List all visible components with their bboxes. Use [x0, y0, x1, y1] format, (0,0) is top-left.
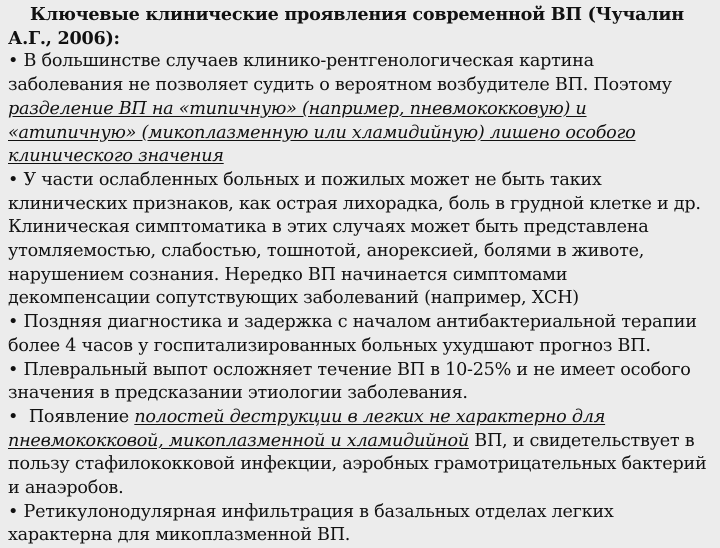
- bullet: •: [8, 169, 19, 190]
- slide-title: [8, 3, 714, 50]
- paragraph-6: [8, 501, 714, 548]
- bullet: •: [8, 406, 19, 427]
- paragraph-3: [8, 311, 714, 358]
- paragraph-1: [8, 50, 714, 169]
- paragraph-text: Поздняя диагностика и задержка с началом антибактериальной терапии более 4 часов у госпитализированных больных ухудшают прогноз ВП.: [8, 312, 697, 356]
- title-text: Ключевые клинические проявления современной ВП (Чучалин А.Г., 2006):: [8, 4, 684, 49]
- paragraph-text: Появление: [18, 406, 135, 427]
- paragraph-text: Ретикулонодулярная инфильтрация в базальных отделах легких характерна для микоплазменной ВП.: [8, 501, 614, 546]
- emphasis-text: разделение ВП на «типичную» (например, пневмококковую) и «атипичную» (микоплазменную или хламидийную) лишено особого клинического значения: [8, 98, 636, 167]
- bullet: •: [8, 51, 19, 72]
- emphasis-text: полостей деструкции в легких не характерно для пневмококковой, микоплазменной и хламидийной: [8, 406, 606, 451]
- paragraph-4: [8, 359, 714, 406]
- bullet: •: [8, 501, 19, 522]
- paragraph-5: [8, 406, 714, 501]
- paragraph-text: В большинстве случаев клинико-рентгенологическая картина заболевания не позволяет судить о вероятном возбудителе ВП. Поэтому: [8, 51, 672, 96]
- bullet: •: [8, 359, 19, 380]
- bullet: •: [8, 312, 19, 333]
- paragraph-2: [8, 169, 714, 311]
- paragraph-text-after: ВП, и свидетельствует в пользу стафилококковой инфекции, аэробных грамотрицательных бактерий и анаэробов.: [8, 430, 707, 499]
- paragraph-text: Плевральный выпот осложняет течение ВП в 10-25% и не имеет особого значения в предсказании этиологии заболевания.: [8, 359, 691, 404]
- paragraph-text: У части ослабленных больных и пожилых может не быть таких клинических признаков, как острая лихорадка, боль в грудной клетке и др. Клиническая симптоматика в этих случаях может быть представлена утомляемостью, слабостью, тошнотой, анорексией, болями в животе, нарушением сознания. Нередко ВП начинается симптомами декомпенсации сопутствующих заболеваний (например, ХСН): [8, 169, 701, 309]
